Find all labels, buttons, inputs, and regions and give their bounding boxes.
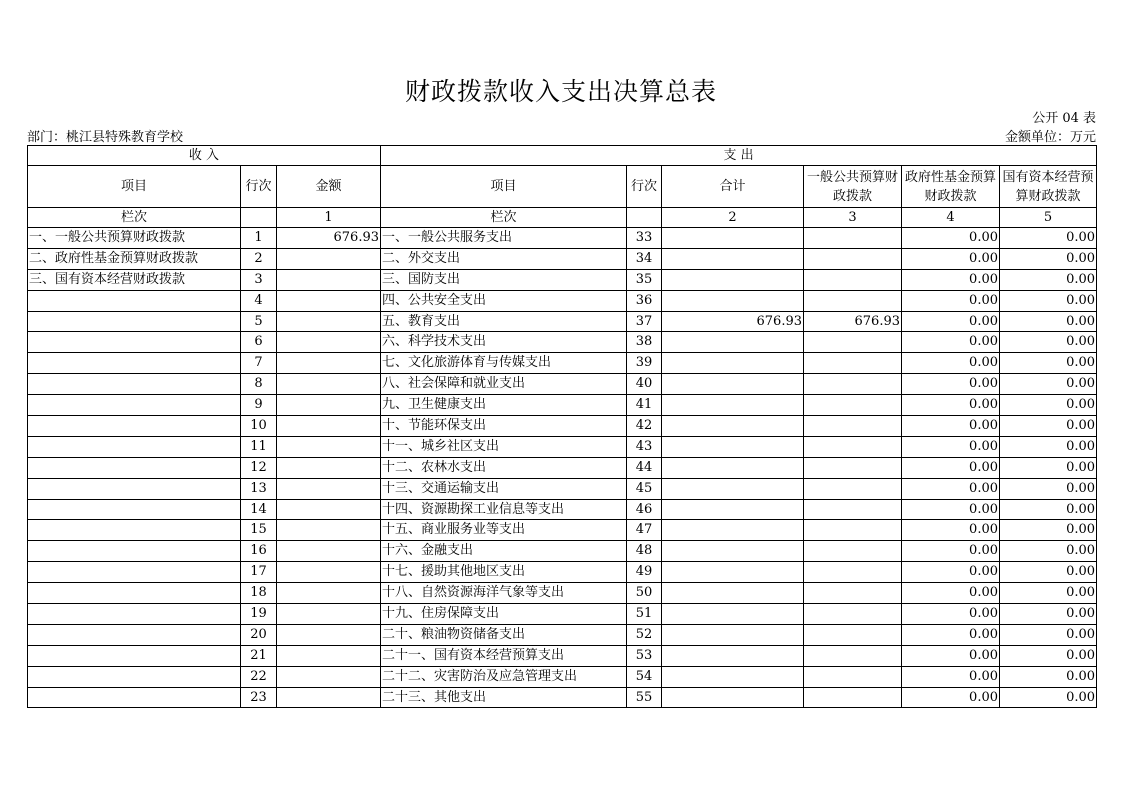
state-capital-cell: 0.00 (1000, 562, 1097, 583)
general-col-num: 3 (804, 208, 902, 228)
general-budget-cell (804, 478, 902, 499)
total-amount-cell (662, 624, 804, 645)
state-capital-cell: 0.00 (1000, 311, 1097, 332)
income-line-cell: 15 (241, 520, 277, 541)
expenditure-item-cell: 七、文化旅游体育与传媒支出 (381, 353, 627, 374)
expenditure-line-cell: 51 (627, 604, 662, 625)
general-budget-cell (804, 248, 902, 269)
state-capital-cell: 0.00 (1000, 520, 1097, 541)
total-amount-cell: 676.93 (662, 311, 804, 332)
income-amount-cell (277, 332, 381, 353)
general-budget-cell (804, 583, 902, 604)
income-item-cell (28, 645, 241, 666)
expenditure-line-cell: 43 (627, 436, 662, 457)
state-capital-cell: 0.00 (1000, 687, 1097, 708)
state-capital-cell: 0.00 (1000, 269, 1097, 290)
state-capital-cell: 0.00 (1000, 541, 1097, 562)
income-item-cell (28, 604, 241, 625)
income-line-cell: 5 (241, 311, 277, 332)
expenditure-item-cell: 十二、农林水支出 (381, 457, 627, 478)
income-amount-cell (277, 562, 381, 583)
expenditure-item-cell: 十六、金融支出 (381, 541, 627, 562)
total-amount-cell (662, 541, 804, 562)
expenditure-line-cell: 53 (627, 645, 662, 666)
income-amount-cell (277, 499, 381, 520)
income-line-cell: 2 (241, 248, 277, 269)
income-amount-cell (277, 666, 381, 687)
gov-fund-cell: 0.00 (902, 520, 1000, 541)
state-capital-cell: 0.00 (1000, 666, 1097, 687)
table-row (28, 604, 1097, 625)
page-title: 财政拨款收入支出决算总表 (404, 77, 717, 106)
general-budget-cell (804, 416, 902, 437)
total-amount-cell (662, 478, 804, 499)
income-amount-cell (277, 395, 381, 416)
table-row (28, 541, 1097, 562)
income-line-cell: 4 (241, 290, 277, 311)
state-col-num: 5 (1000, 208, 1097, 228)
expenditure-item-cell: 二十二、灾害防治及应急管理支出 (381, 666, 627, 687)
income-line-cell: 14 (241, 499, 277, 520)
expenditure-line-cell: 33 (627, 228, 662, 249)
column-header-row (28, 166, 1097, 208)
income-line-cell: 1 (241, 228, 277, 249)
income-item-cell (28, 541, 241, 562)
total-amount-cell (662, 436, 804, 457)
income-amount-cell (277, 290, 381, 311)
income-item-cell (28, 520, 241, 541)
income-amount-cell (277, 374, 381, 395)
expenditure-line-cell: 47 (627, 520, 662, 541)
expenditure-item-cell: 十五、商业服务业等支出 (381, 520, 627, 541)
income-line-cell: 6 (241, 332, 277, 353)
income-item-cell (28, 416, 241, 437)
total-amount-cell (662, 604, 804, 625)
total-amount-cell (662, 562, 804, 583)
general-budget-cell (804, 269, 902, 290)
income-amount-cell (277, 478, 381, 499)
income-section-header: 收 入 (28, 146, 381, 166)
col-header-state-capital: 国有资本经营预算财政拨款 (1000, 166, 1097, 208)
income-amount-cell (277, 604, 381, 625)
general-budget-cell (804, 332, 902, 353)
total-amount-cell (662, 332, 804, 353)
expenditure-line-cell: 45 (627, 478, 662, 499)
gov-fund-cell: 0.00 (902, 666, 1000, 687)
expenditure-line-cell: 42 (627, 416, 662, 437)
income-item-cell (28, 457, 241, 478)
income-item-cell: 三、国有资本经营财政拨款 (28, 269, 241, 290)
income-amount-cell (277, 583, 381, 604)
col-header-income-item: 项目 (28, 166, 241, 208)
state-capital-cell: 0.00 (1000, 353, 1097, 374)
gov-fund-cell: 0.00 (902, 290, 1000, 311)
income-amount-cell (277, 624, 381, 645)
expenditure-item-cell: 一、一般公共服务支出 (381, 228, 627, 249)
income-line-cell: 12 (241, 457, 277, 478)
income-line-cell: 8 (241, 374, 277, 395)
total-amount-cell (662, 520, 804, 541)
income-item-cell (28, 687, 241, 708)
total-amount-cell (662, 499, 804, 520)
state-capital-cell: 0.00 (1000, 332, 1097, 353)
income-item-cell (28, 436, 241, 457)
gov-fund-cell: 0.00 (902, 228, 1000, 249)
expenditure-item-cell: 二十三、其他支出 (381, 687, 627, 708)
income-line-cell: 10 (241, 416, 277, 437)
table-row (28, 687, 1097, 708)
income-line-cell: 7 (241, 353, 277, 374)
income-line-cell: 20 (241, 624, 277, 645)
expenditure-item-cell: 十、节能环保支出 (381, 416, 627, 437)
col-header-income-line: 行次 (241, 166, 277, 208)
total-amount-cell (662, 269, 804, 290)
expenditure-line-cell: 37 (627, 311, 662, 332)
col-header-total: 合计 (662, 166, 804, 208)
gov-fund-cell: 0.00 (902, 624, 1000, 645)
expenditure-item-cell: 三、国防支出 (381, 269, 627, 290)
gov-fund-cell: 0.00 (902, 332, 1000, 353)
general-budget-cell (804, 520, 902, 541)
expenditure-line-cell: 46 (627, 499, 662, 520)
general-budget-cell (804, 374, 902, 395)
expenditure-item-cell: 八、社会保障和就业支出 (381, 374, 627, 395)
state-capital-cell: 0.00 (1000, 228, 1097, 249)
expenditure-item-cell: 四、公共安全支出 (381, 290, 627, 311)
income-line-cell: 3 (241, 269, 277, 290)
expenditure-item-cell: 十四、资源勘探工业信息等支出 (381, 499, 627, 520)
income-line-cell: 19 (241, 604, 277, 625)
expenditure-line-cell: 52 (627, 624, 662, 645)
total-amount-cell (662, 457, 804, 478)
income-item-cell (28, 583, 241, 604)
table-row (28, 311, 1097, 332)
general-budget-cell (804, 436, 902, 457)
expenditure-section-header: 支 出 (381, 146, 1097, 166)
income-amount-cell (277, 248, 381, 269)
income-line-cell: 22 (241, 666, 277, 687)
expenditure-item-cell: 十九、住房保障支出 (381, 604, 627, 625)
expenditure-item-cell: 十三、交通运输支出 (381, 478, 627, 499)
gov-fund-cell: 0.00 (902, 269, 1000, 290)
gov-fund-cell: 0.00 (902, 541, 1000, 562)
col-header-general-budget: 一般公共预算财政拨款 (804, 166, 902, 208)
total-amount-cell (662, 374, 804, 395)
total-amount-cell (662, 290, 804, 311)
column-number-row (28, 208, 1097, 228)
expenditure-item-cell: 十七、援助其他地区支出 (381, 562, 627, 583)
state-capital-cell: 0.00 (1000, 395, 1097, 416)
exp-lanci-empty (627, 208, 662, 228)
section-header-row (28, 146, 1097, 166)
expenditure-line-cell: 34 (627, 248, 662, 269)
general-budget-cell (804, 666, 902, 687)
gov-fund-cell: 0.00 (902, 687, 1000, 708)
gov-fund-cell: 0.00 (902, 353, 1000, 374)
income-line-cell: 13 (241, 478, 277, 499)
state-capital-cell: 0.00 (1000, 604, 1097, 625)
income-item-cell: 二、政府性基金预算财政拨款 (28, 248, 241, 269)
income-item-cell (28, 332, 241, 353)
gov-fund-cell: 0.00 (902, 583, 1000, 604)
expenditure-line-cell: 41 (627, 395, 662, 416)
income-line-cell: 17 (241, 562, 277, 583)
gov-fund-cell: 0.00 (902, 436, 1000, 457)
income-line-cell: 11 (241, 436, 277, 457)
income-amount-cell (277, 416, 381, 437)
general-budget-cell (804, 228, 902, 249)
state-capital-cell: 0.00 (1000, 645, 1097, 666)
income-amount-cell: 676.93 (277, 228, 381, 249)
general-budget-cell (804, 353, 902, 374)
income-item-cell (28, 395, 241, 416)
gov-fund-cell: 0.00 (902, 457, 1000, 478)
col-header-exp-item: 项目 (381, 166, 627, 208)
general-budget-cell (804, 687, 902, 708)
income-amount-cell (277, 353, 381, 374)
income-amount-col-num: 1 (277, 208, 381, 228)
table-row (28, 562, 1097, 583)
total-amount-cell (662, 416, 804, 437)
gov-fund-cell: 0.00 (902, 248, 1000, 269)
table-row (28, 395, 1097, 416)
expenditure-line-cell: 44 (627, 457, 662, 478)
gov-fund-cell: 0.00 (902, 311, 1000, 332)
gov-fund-cell: 0.00 (902, 416, 1000, 437)
gov-fund-cell: 0.00 (902, 562, 1000, 583)
state-capital-cell: 0.00 (1000, 436, 1097, 457)
income-line-cell: 9 (241, 395, 277, 416)
total-col-num: 2 (662, 208, 804, 228)
expenditure-line-cell: 54 (627, 666, 662, 687)
state-capital-cell: 0.00 (1000, 248, 1097, 269)
total-amount-cell (662, 395, 804, 416)
expenditure-item-cell: 二十、粮油物资储备支出 (381, 624, 627, 645)
total-amount-cell (662, 645, 804, 666)
table-row (28, 228, 1097, 249)
fund-col-num: 4 (902, 208, 1000, 228)
income-amount-cell (277, 687, 381, 708)
budget-table (27, 145, 1097, 708)
income-amount-cell (277, 269, 381, 290)
total-amount-cell (662, 228, 804, 249)
table-row (28, 374, 1097, 395)
income-item-cell (28, 499, 241, 520)
gov-fund-cell: 0.00 (902, 374, 1000, 395)
expenditure-line-cell: 39 (627, 353, 662, 374)
expenditure-line-cell: 40 (627, 374, 662, 395)
table-row (28, 269, 1097, 290)
table-row (28, 290, 1097, 311)
state-capital-cell: 0.00 (1000, 416, 1097, 437)
unit-label: 金额单位：万元 (1004, 130, 1096, 145)
general-budget-cell (804, 604, 902, 625)
income-lanci-label: 栏次 (28, 208, 241, 228)
income-line-cell: 21 (241, 645, 277, 666)
expenditure-line-cell: 35 (627, 269, 662, 290)
table-row (28, 666, 1097, 687)
general-budget-cell (804, 541, 902, 562)
state-capital-cell: 0.00 (1000, 583, 1097, 604)
state-capital-cell: 0.00 (1000, 478, 1097, 499)
form-code: 公开 04 表 (1032, 111, 1096, 126)
income-amount-cell (277, 541, 381, 562)
gov-fund-cell: 0.00 (902, 499, 1000, 520)
expenditure-line-cell: 38 (627, 332, 662, 353)
general-budget-cell (804, 562, 902, 583)
table-row (28, 332, 1097, 353)
state-capital-cell: 0.00 (1000, 457, 1097, 478)
col-header-exp-line: 行次 (627, 166, 662, 208)
expenditure-line-cell: 48 (627, 541, 662, 562)
income-line-cell: 16 (241, 541, 277, 562)
income-amount-cell (277, 520, 381, 541)
table-row (28, 478, 1097, 499)
state-capital-cell: 0.00 (1000, 499, 1097, 520)
expenditure-item-cell: 十一、城乡社区支出 (381, 436, 627, 457)
income-item-cell (28, 478, 241, 499)
general-budget-cell (804, 457, 902, 478)
table-row (28, 416, 1097, 437)
general-budget-cell (804, 290, 902, 311)
income-item-cell (28, 666, 241, 687)
general-budget-cell (804, 395, 902, 416)
income-amount-cell (277, 645, 381, 666)
table-row (28, 353, 1097, 374)
table-row (28, 583, 1097, 604)
state-capital-cell: 0.00 (1000, 374, 1097, 395)
expenditure-line-cell: 36 (627, 290, 662, 311)
expenditure-item-cell: 十八、自然资源海洋气象等支出 (381, 583, 627, 604)
table-row (28, 645, 1097, 666)
expenditure-item-cell: 二、外交支出 (381, 248, 627, 269)
gov-fund-cell: 0.00 (902, 645, 1000, 666)
col-header-income-amount: 金额 (277, 166, 381, 208)
income-amount-cell (277, 457, 381, 478)
income-amount-cell (277, 311, 381, 332)
general-budget-cell (804, 645, 902, 666)
expenditure-item-cell: 九、卫生健康支出 (381, 395, 627, 416)
total-amount-cell (662, 248, 804, 269)
income-line-cell: 18 (241, 583, 277, 604)
expenditure-item-cell: 二十一、国有资本经营预算支出 (381, 645, 627, 666)
exp-lanci-label: 栏次 (381, 208, 627, 228)
gov-fund-cell: 0.00 (902, 478, 1000, 499)
table-row (28, 520, 1097, 541)
general-budget-cell (804, 624, 902, 645)
income-item-cell: 一、一般公共预算财政拨款 (28, 228, 241, 249)
income-item-cell (28, 562, 241, 583)
table-row (28, 499, 1097, 520)
department-label: 部门：桃江县特殊教育学校 (27, 130, 184, 145)
state-capital-cell: 0.00 (1000, 290, 1097, 311)
income-item-cell (28, 374, 241, 395)
table-row (28, 624, 1097, 645)
total-amount-cell (662, 583, 804, 604)
state-capital-cell: 0.00 (1000, 624, 1097, 645)
gov-fund-cell: 0.00 (902, 395, 1000, 416)
table-row (28, 248, 1097, 269)
income-item-cell (28, 311, 241, 332)
income-amount-cell (277, 436, 381, 457)
expenditure-item-cell: 五、教育支出 (381, 311, 627, 332)
expenditure-line-cell: 50 (627, 583, 662, 604)
income-item-cell (28, 353, 241, 374)
total-amount-cell (662, 666, 804, 687)
general-budget-cell: 676.93 (804, 311, 902, 332)
table-row (28, 457, 1097, 478)
col-header-gov-fund: 政府性基金预算财政拨款 (902, 166, 1000, 208)
total-amount-cell (662, 353, 804, 374)
general-budget-cell (804, 499, 902, 520)
expenditure-line-cell: 49 (627, 562, 662, 583)
income-item-cell (28, 624, 241, 645)
income-lanci-empty (241, 208, 277, 228)
expenditure-line-cell: 55 (627, 687, 662, 708)
gov-fund-cell: 0.00 (902, 604, 1000, 625)
income-item-cell (28, 290, 241, 311)
total-amount-cell (662, 687, 804, 708)
table-row (28, 436, 1097, 457)
expenditure-item-cell: 六、科学技术支出 (381, 332, 627, 353)
income-line-cell: 23 (241, 687, 277, 708)
